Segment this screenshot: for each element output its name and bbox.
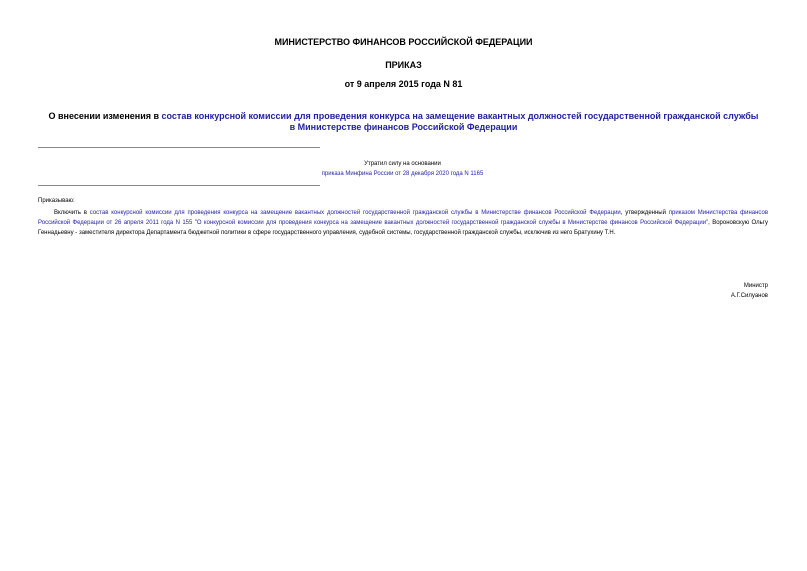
signature-position: Министр [743,283,768,289]
title-link[interactable]: состав конкурсной комиссии для проведения конкурса на замещение вакантных должностей государственной гражданской службы в Министерстве финансов Российской Федерации [161,111,759,132]
order-paragraph [38,208,768,238]
document-type: ПРИКАЗ [385,60,422,70]
title-prefix: О внесении изменения в [48,111,162,121]
order-label: Приказываю: [38,198,75,204]
paragraph-text-c: , Вороновскую Ольгу Геннадьевну - заместителя директора Департамента бюджетной политики в сфере государственного управления, судебной системы, государственной гражданской службы, исключив из него Братухину Т.Н. [38,220,768,236]
ministry-heading: МИНИСТЕРСТВО ФИНАНСОВ РОССИЙСКОЙ ФЕДЕРАЦИИ [274,37,533,47]
repeal-note: Утратил силу на основании [364,161,441,167]
order-155-link[interactable]: приказом Министерства финансов Российской Федерации от 26 апреля 2011 года N 155 "О конкурсной комиссии для проведения конкурса на замещение вакантных должностей государственной гражданской службы в Министерстве финансов Российской Федерации" [38,210,769,226]
divider-bottom [38,185,320,186]
document-title [45,111,762,133]
paragraph-text-a: Включить в [54,210,90,216]
repeal-link[interactable]: приказа Минфина России от 28 декабря 2020 года N 1165 [321,171,484,177]
signature-name: А.Г.Силуанов [730,293,768,299]
commission-link[interactable]: состав конкурсной комиссии для проведения конкурса на замещение вакантных должностей государственной гражданской службы в Министерстве финансов Российской Федерации [89,210,621,216]
divider-top [38,147,320,148]
document-date-number: от 9 апреля 2015 года N 81 [344,79,463,89]
paragraph-text-b: , утвержденный [620,210,669,216]
